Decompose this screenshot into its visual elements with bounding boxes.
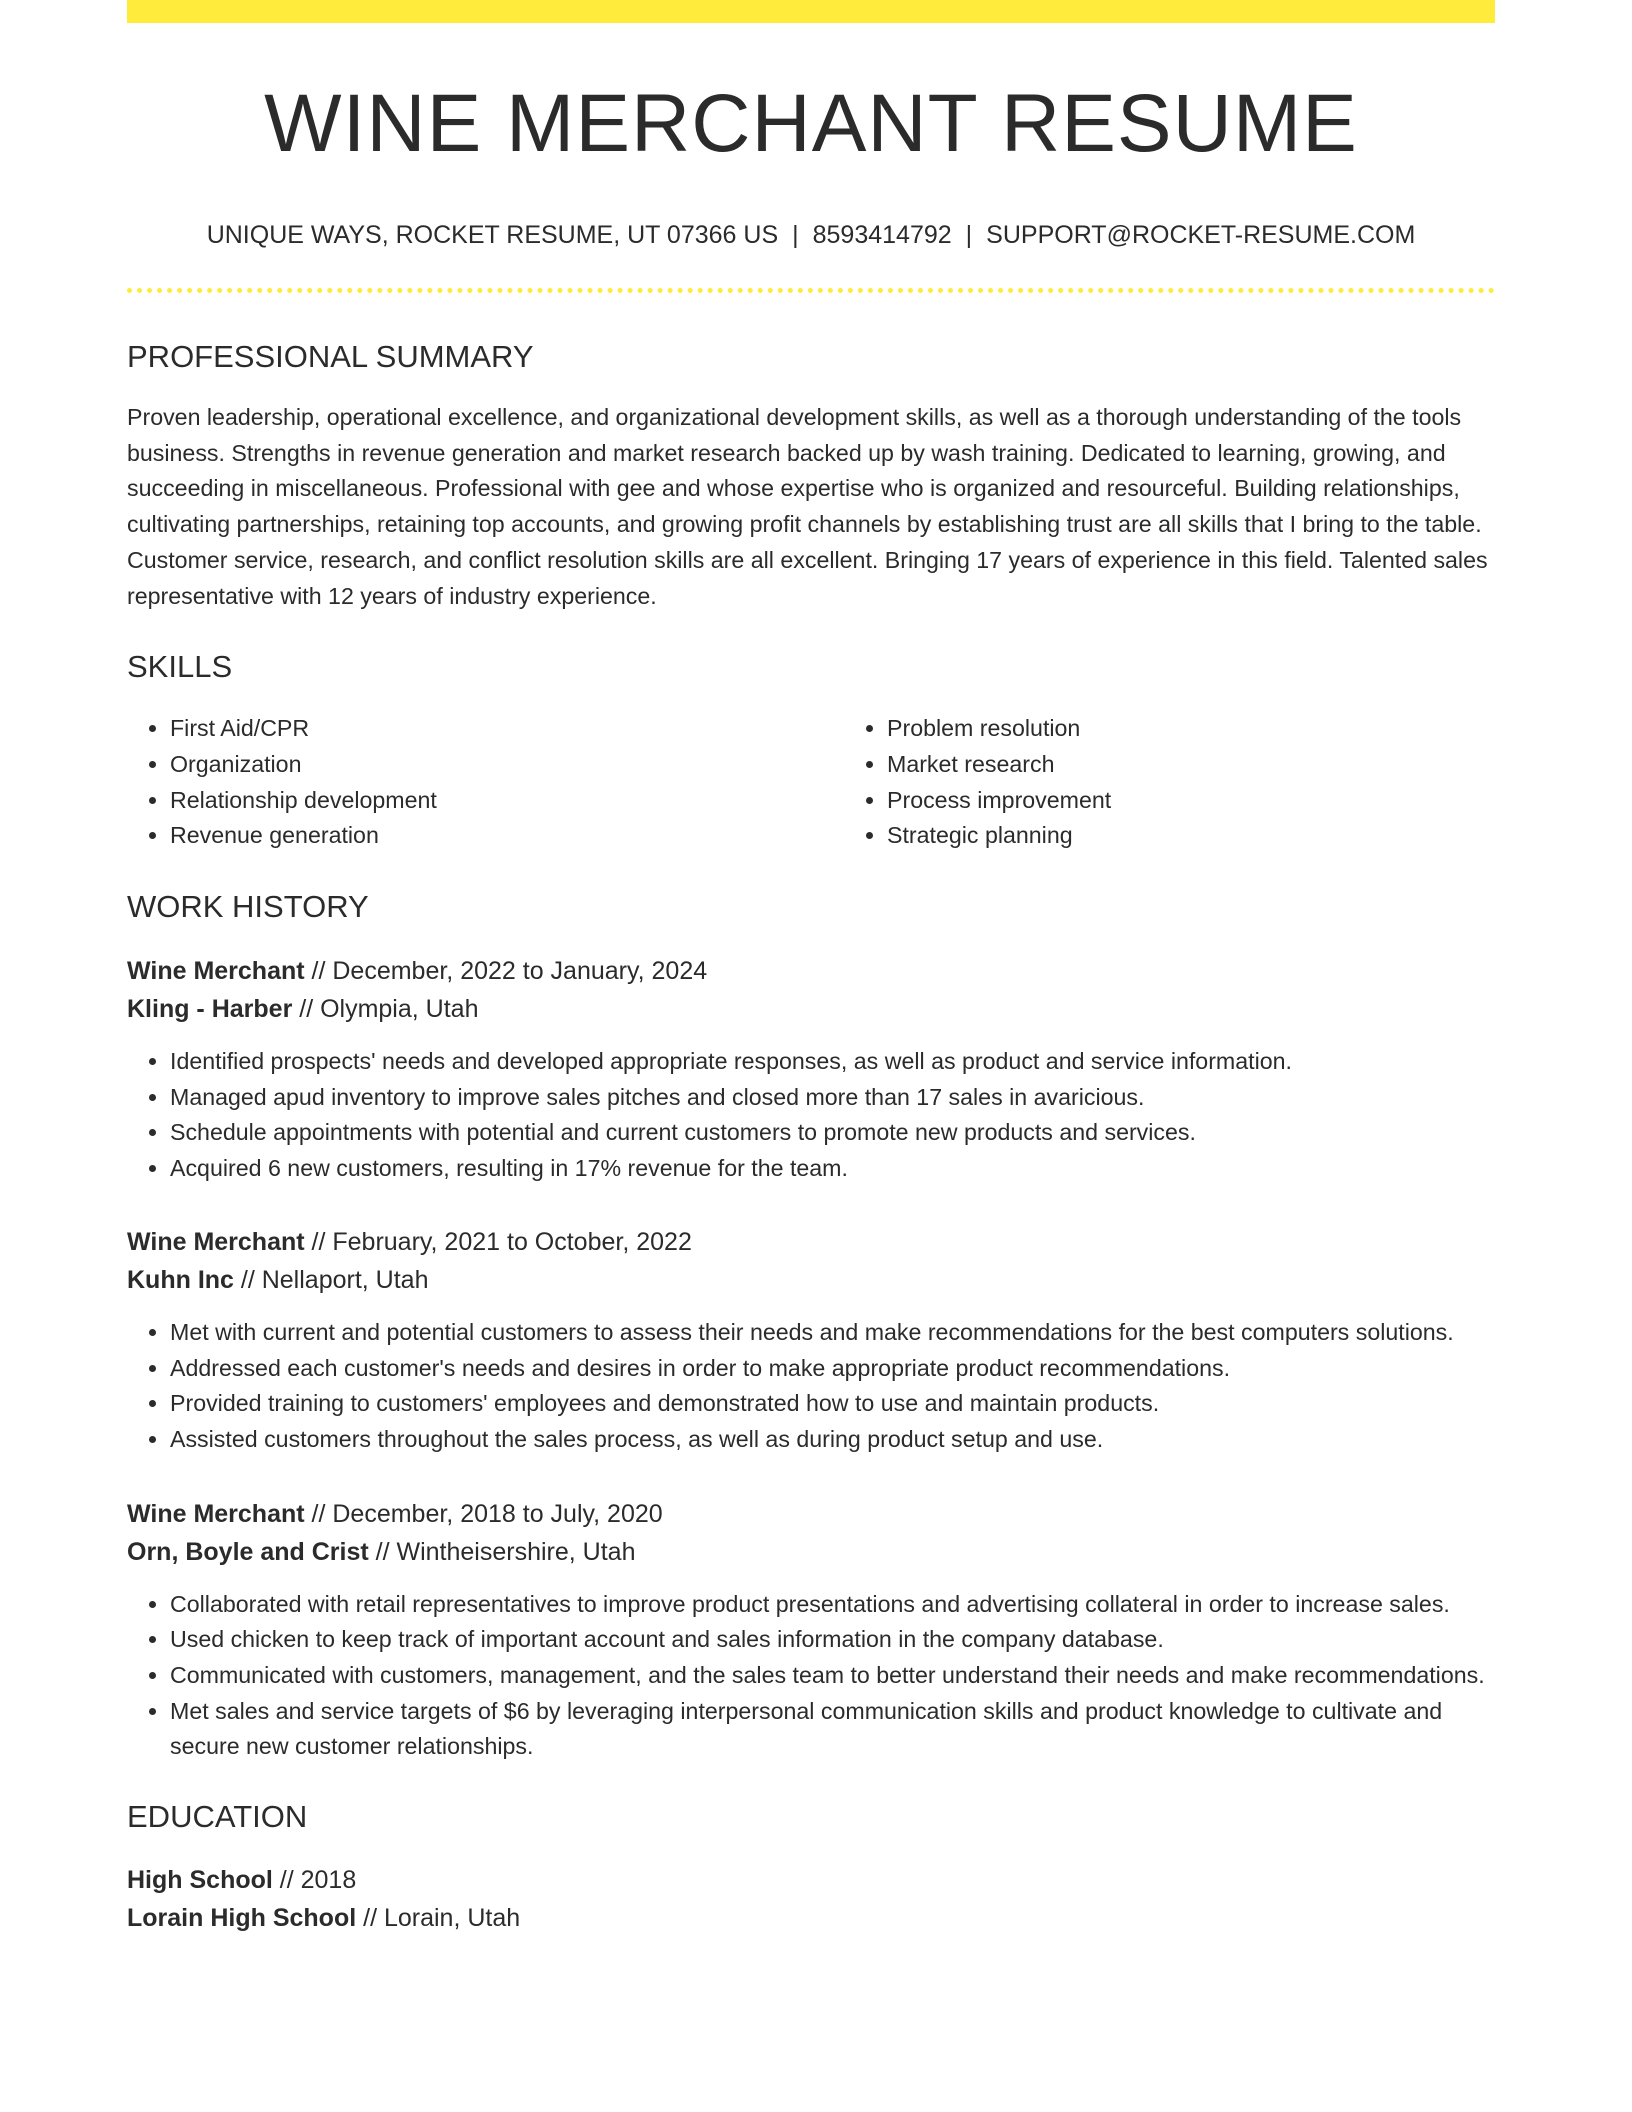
skill-item: • Organization	[170, 747, 844, 783]
job-location: // Nellaport, Utah	[233, 1265, 429, 1294]
skill-item: • First Aid/CPR	[170, 711, 844, 747]
job-bullet: • Provided training to customers' employees and demonstrated how to use and maintain products.	[170, 1386, 1495, 1422]
education-entry	[127, 1861, 1495, 1937]
skills-column-right	[844, 711, 1111, 854]
education-school-line	[127, 1899, 1495, 1937]
education-school: Lorain High School	[127, 1904, 357, 1933]
skill-item: • Market research	[887, 747, 1111, 783]
job-bullet: • Met sales and service targets of $6 by leveraging interpersonal communication skills and product knowledge to cultivate and secure new customer relationships.	[170, 1694, 1495, 1765]
skills-heading: SKILLS	[127, 649, 233, 685]
job-bullet: • Collaborated with retail representatives to improve product presentations and advertising collateral in order to increase sales.	[170, 1587, 1495, 1623]
accent-top-bar	[127, 0, 1495, 23]
skills-column-left	[127, 711, 844, 854]
job-bullet: • Managed apud inventory to improve sales pitches and closed more than 17 sales in avaricious.	[170, 1080, 1495, 1116]
job-role: Wine Merchant	[127, 1227, 305, 1256]
job-bullets	[127, 1587, 1495, 1766]
resume-page	[127, 0, 1495, 1937]
education-degree-line	[127, 1861, 1495, 1899]
job-entry	[127, 1223, 1495, 1458]
dotted-divider	[127, 288, 1495, 293]
job-bullet: • Communicated with customers, management, and the sales team to better understand their needs and make recommendations.	[170, 1658, 1495, 1694]
education-year: // 2018	[272, 1866, 357, 1895]
job-role-line	[127, 952, 1495, 990]
job-location: // Wintheisershire, Utah	[368, 1537, 636, 1566]
contact-address: UNIQUE WAYS, ROCKET RESUME, UT 07366 US	[206, 221, 779, 249]
job-role-line	[127, 1223, 1495, 1261]
skills-list	[127, 711, 1495, 854]
contact-separator: |	[792, 221, 799, 249]
contact-line	[127, 223, 1495, 248]
job-dates: // February, 2021 to October, 2022	[304, 1227, 692, 1256]
job-role: Wine Merchant	[127, 1499, 305, 1528]
job-company: Kling - Harber	[127, 995, 293, 1024]
job-dates: // December, 2022 to January, 2024	[304, 957, 708, 986]
skill-item: • Process improvement	[887, 783, 1111, 819]
job-location: // Olympia, Utah	[292, 995, 479, 1024]
job-company-line	[127, 990, 1495, 1028]
job-company: Orn, Boyle and Crist	[127, 1537, 369, 1566]
job-role-line	[127, 1495, 1495, 1533]
job-entry	[127, 952, 1495, 1187]
job-bullet: • Used chicken to keep track of important account and sales information in the company database.	[170, 1622, 1495, 1658]
skill-item: • Strategic planning	[887, 818, 1111, 854]
job-bullets	[127, 1315, 1495, 1458]
summary-text: Proven leadership, operational excellence, and organizational development skills, as well as a thorough understanding of the tools business. Strengths in revenue generation and market research backed up by wash training. Dedicated to learning, growing, and succeeding in miscellaneous. Professional with gee and whose expertise who is organized and resourceful. Building relationships, cultivating partnerships, retaining top accounts, and growing profit channels by establishing trust are all skills that I bring to the table. Customer service, research, and conflict resolution skills are all excellent. Bringing 17 years of experience in this field. Talented sales representative with 12 years of industry experience.	[127, 404, 1488, 609]
contact-separator: |	[965, 221, 973, 249]
education-degree: High School	[127, 1866, 273, 1895]
job-bullets	[127, 1044, 1495, 1187]
job-company-line	[127, 1533, 1495, 1571]
education-location: // Lorain, Utah	[356, 1904, 521, 1933]
job-bullet: • Identified prospects' needs and developed appropriate responses, as well as product and service information.	[170, 1044, 1495, 1080]
job-bullet: • Schedule appointments with potential and current customers to promote new products and services.	[170, 1115, 1495, 1151]
job-entry	[127, 1495, 1495, 1766]
job-role: Wine Merchant	[127, 957, 305, 986]
job-bullet: • Acquired 6 new customers, resulting in 17% revenue for the team.	[170, 1151, 1495, 1187]
summary-heading: PROFESSIONAL SUMMARY	[127, 339, 534, 374]
resume-title: WINE MERCHANT RESUME	[264, 78, 1358, 169]
job-bullet: • Addressed each customer's needs and desires in order to make appropriate product recommendations.	[170, 1351, 1495, 1387]
job-dates: // December, 2018 to July, 2020	[304, 1499, 663, 1528]
contact-email: SUPPORT@ROCKET-RESUME.COM	[986, 221, 1416, 249]
education-heading: EDUCATION	[127, 1799, 308, 1835]
contact-phone: 8593414792	[812, 221, 952, 249]
job-bullet: • Met with current and potential customers to assess their needs and make recommendations for the best computers solutions.	[170, 1315, 1495, 1351]
job-company: Kuhn Inc	[127, 1265, 234, 1294]
job-bullet: • Assisted customers throughout the sales process, as well as during product setup and use.	[170, 1422, 1495, 1458]
skill-item: • Problem resolution	[887, 711, 1111, 747]
job-company-line	[127, 1261, 1495, 1299]
skill-item: • Revenue generation	[170, 818, 844, 854]
skill-item: • Relationship development	[170, 783, 844, 819]
work-history-heading: WORK HISTORY	[127, 889, 369, 925]
